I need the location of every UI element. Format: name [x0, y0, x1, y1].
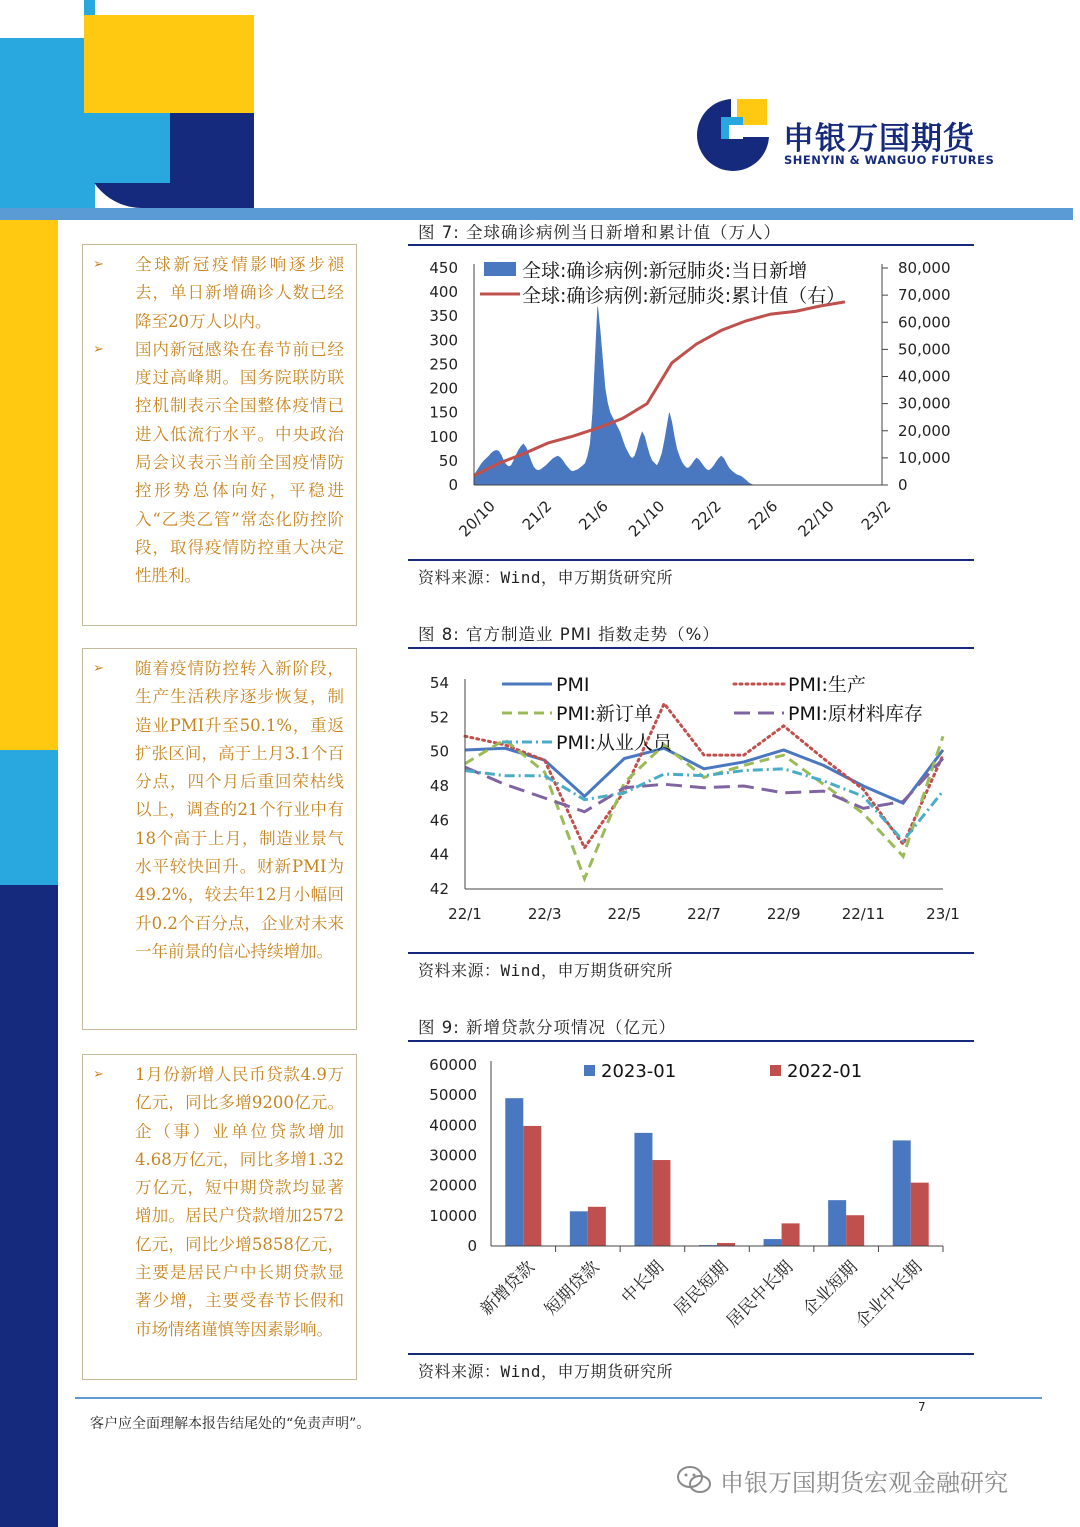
x-tick-label: 22/6 — [744, 497, 782, 534]
x-tick-label: 居民短期 — [670, 1257, 733, 1320]
logo-subtitle: SHENYIN & WANGUO FUTURES — [784, 153, 995, 167]
legend-label-3: PMI:原材料库存 — [788, 703, 923, 725]
y-left-tick-label: 350 — [429, 307, 458, 326]
x-tick-label: 20/10 — [455, 497, 499, 541]
summary-box-loans — [82, 1054, 357, 1380]
x-tick-label: 21/10 — [625, 497, 669, 541]
disclaimer-text: 客户应全面理解本报告结尾处的“免责声明”。 — [90, 1416, 371, 1432]
bullet-arrow-icon: ➢ — [93, 341, 104, 357]
y-tick-label: 44 — [429, 845, 449, 864]
y-left-tick-label: 50 — [438, 451, 458, 470]
y-right-tick-label: 30,000 — [898, 394, 951, 413]
y-left-tick-label: 150 — [429, 403, 458, 422]
summary-box-pmi — [82, 648, 357, 1030]
legend-label-0: PMI — [556, 674, 590, 696]
y-tick-label: 40000 — [429, 1116, 477, 1135]
side-band-cyan — [0, 750, 58, 885]
y-right-tick-label: 40,000 — [898, 367, 951, 386]
y-left-tick-label: 300 — [429, 331, 458, 350]
x-tick-label: 23/2 — [857, 497, 895, 534]
legend-swatch-1 — [770, 1065, 781, 1076]
x-tick-label: 企业中长期 — [852, 1257, 927, 1332]
figure-7-top-rule — [408, 244, 974, 246]
wechat-icon — [676, 1465, 714, 1495]
summary-bullet — [93, 251, 344, 336]
y-left-tick-label: 200 — [429, 379, 458, 398]
figure-7-bottom-rule — [408, 559, 974, 561]
bar-2023-01 — [764, 1239, 782, 1246]
legend-label-1: PMI:生产 — [788, 674, 866, 696]
x-tick-label: 居民中长期 — [722, 1257, 798, 1332]
bar-2022-01 — [652, 1160, 670, 1246]
x-tick-label: 22/9 — [766, 905, 801, 923]
wechat-watermark — [676, 1462, 1008, 1498]
y-right-tick-label: 50,000 — [898, 340, 951, 359]
figure-9-source: 资料来源：Wind，申万期货研究所 — [418, 1362, 674, 1381]
summary-bullet — [93, 1061, 344, 1344]
bullet-arrow-icon: ➢ — [93, 257, 104, 272]
figure-9-title: 图 9: 新增贷款分项情况（亿元） — [418, 1018, 677, 1037]
summary-box-covid — [82, 244, 357, 626]
bar-2022-01 — [782, 1223, 800, 1246]
x-tick-label: 21/6 — [575, 497, 612, 534]
x-tick-label: 22/5 — [607, 905, 642, 923]
y-tick-label: 10000 — [429, 1206, 477, 1225]
y-tick-label: 52 — [429, 708, 449, 727]
y-tick-label: 0 — [467, 1237, 477, 1255]
y-tick-label: 50 — [429, 742, 449, 761]
y-right-tick-label: 0 — [898, 476, 908, 494]
x-tick-label: 企业短期 — [799, 1257, 862, 1320]
legend-label-1: 2022-01 — [787, 1061, 863, 1082]
bar-2023-01 — [828, 1200, 846, 1246]
side-band-navy — [0, 885, 58, 1527]
legend-label-2: PMI:新订单 — [556, 703, 653, 725]
summary-bullet — [93, 336, 344, 591]
pmi-chart — [408, 652, 974, 947]
y-right-tick-label: 80,000 — [898, 259, 951, 277]
legend-swatch-0 — [584, 1065, 595, 1076]
x-tick-label: 中长期 — [617, 1257, 668, 1308]
cumulative-cases-line — [474, 302, 845, 476]
bullet-text: 1月份新增人民币贷款4.9万亿元，同比多增9200亿元。企（事）业单位贷款增加4.68万亿元，同比多增1.32万亿元，短中期贷款均显著增加。居民户贷款增加2572亿元，同比少增5858亿元，主要是居民户中长期贷款显著少增，主要受春节长假和市场情绪谨慎等因素影响。 — [135, 1065, 344, 1339]
x-tick-label: 22/3 — [527, 905, 562, 923]
y-left-tick-label: 250 — [429, 355, 458, 374]
y-left-tick-label: 400 — [429, 283, 458, 302]
bullet-text: 随着疫情防控转入新阶段，生产生活秩序逐步恢复，制造业PMI升至50.1%，重返扩张区间，高于上月3.1个百分点，四个月后重回荣枯线以上，调查的21个行业中有18个高于上月，制造业景气水平较快回升。财新PMI为49.2%，较去年12月小幅回升0.2个百分点，企业对未来一年前景的信心持续增加。 — [135, 659, 344, 961]
bar-2023-01 — [893, 1140, 911, 1246]
x-tick-label: 22/2 — [688, 497, 725, 534]
y-tick-label: 46 — [429, 811, 449, 830]
x-tick-label: 22/10 — [794, 497, 838, 541]
y-right-tick-label: 10,000 — [898, 448, 951, 467]
y-right-tick-label: 20,000 — [898, 421, 951, 440]
x-tick-label: 22/1 — [448, 905, 482, 923]
y-tick-label: 54 — [429, 674, 449, 692]
figure-8-top-rule — [408, 647, 974, 649]
y-tick-label: 30000 — [429, 1146, 477, 1165]
y-left-tick-label: 0 — [448, 476, 458, 494]
header-deco-white — [0, 0, 84, 38]
figure-7-source: 资料来源：Wind，申万期货研究所 — [418, 568, 674, 587]
bar-2022-01 — [588, 1207, 606, 1246]
daily-cases-area — [474, 307, 880, 485]
bar-2023-01 — [505, 1098, 523, 1246]
y-tick-label: 50000 — [429, 1086, 477, 1105]
bar-2023-01 — [570, 1211, 588, 1246]
footer-rule — [75, 1397, 1042, 1399]
y-right-tick-label: 60,000 — [898, 313, 951, 332]
x-tick-label: 21/2 — [518, 497, 556, 534]
bar-2022-01 — [911, 1183, 929, 1246]
x-tick-label: 22/7 — [687, 905, 721, 923]
watermark-text: 申银万国期货宏观金融研究 — [720, 1468, 1008, 1497]
y-tick-label: 48 — [429, 777, 449, 795]
logo-mark-icon — [695, 95, 775, 175]
x-tick-label: 短期贷款 — [541, 1257, 604, 1320]
x-tick-label: 23/1 — [926, 905, 960, 923]
bullet-arrow-icon: ➢ — [93, 1067, 104, 1082]
page-number: 7 — [918, 1400, 926, 1414]
bar-2022-01 — [523, 1126, 541, 1246]
y-right-tick-label: 70,000 — [898, 286, 951, 305]
figure-8-bottom-rule — [408, 952, 974, 954]
side-band-yellow — [0, 220, 58, 750]
new-loans-chart — [408, 1045, 974, 1345]
legend-daily-swatch — [484, 262, 516, 276]
bar-2022-01 — [846, 1215, 864, 1246]
y-left-tick-label: 100 — [429, 427, 458, 446]
legend-cumulative-label: 全球:确诊病例:新冠肺炎:累计值（右） — [522, 285, 846, 307]
y-tick-label: 42 — [429, 880, 449, 898]
bullet-text: 全球新冠疫情影响逐步褪去，单日新增确诊人数已经降至20万人以内。 — [135, 255, 344, 331]
bullet-arrow-icon: ➢ — [93, 661, 104, 676]
bar-2023-01 — [634, 1133, 652, 1246]
figure-8-source: 资料来源：Wind，申万期货研究所 — [418, 961, 674, 980]
y-tick-label: 20000 — [429, 1176, 477, 1195]
y-tick-label: 60000 — [429, 1056, 477, 1074]
x-tick-label: 新增贷款 — [476, 1257, 539, 1320]
legend-daily-label: 全球:确诊病例:新冠肺炎:当日新增 — [522, 260, 808, 282]
legend-label-0: 2023-01 — [601, 1061, 677, 1082]
pmi-series-line-4 — [465, 769, 943, 841]
y-left-tick-label: 450 — [429, 259, 458, 277]
header-deco-yellow — [84, 15, 254, 113]
logo-name: 申银万国期货 — [783, 121, 975, 157]
figure-9-bottom-rule — [408, 1353, 974, 1355]
figure-7-title: 图 7: 全球确诊病例当日新增和累计值（万人） — [418, 223, 782, 242]
bullet-text: 国内新冠感染在春节前已经度过高峰期。国务院联防联控机制表示全国整体疫情已进入低流行水平。中央政治局会议表示当前全国疫情防控形势总体向好，平稳进入“乙类乙管”常态化防控阶段，取得疫情防控重大决定性胜利。 — [135, 339, 344, 586]
summary-bullet — [93, 655, 344, 966]
figure-8-title: 图 8: 官方制造业 PMI 指数走势（%） — [418, 625, 720, 644]
company-logo — [695, 95, 995, 175]
figure-9-top-rule — [408, 1040, 974, 1042]
x-tick-label: 22/11 — [841, 905, 885, 923]
legend-label-4: PMI:从业人员 — [556, 732, 672, 754]
covid-cases-chart — [408, 248, 974, 553]
